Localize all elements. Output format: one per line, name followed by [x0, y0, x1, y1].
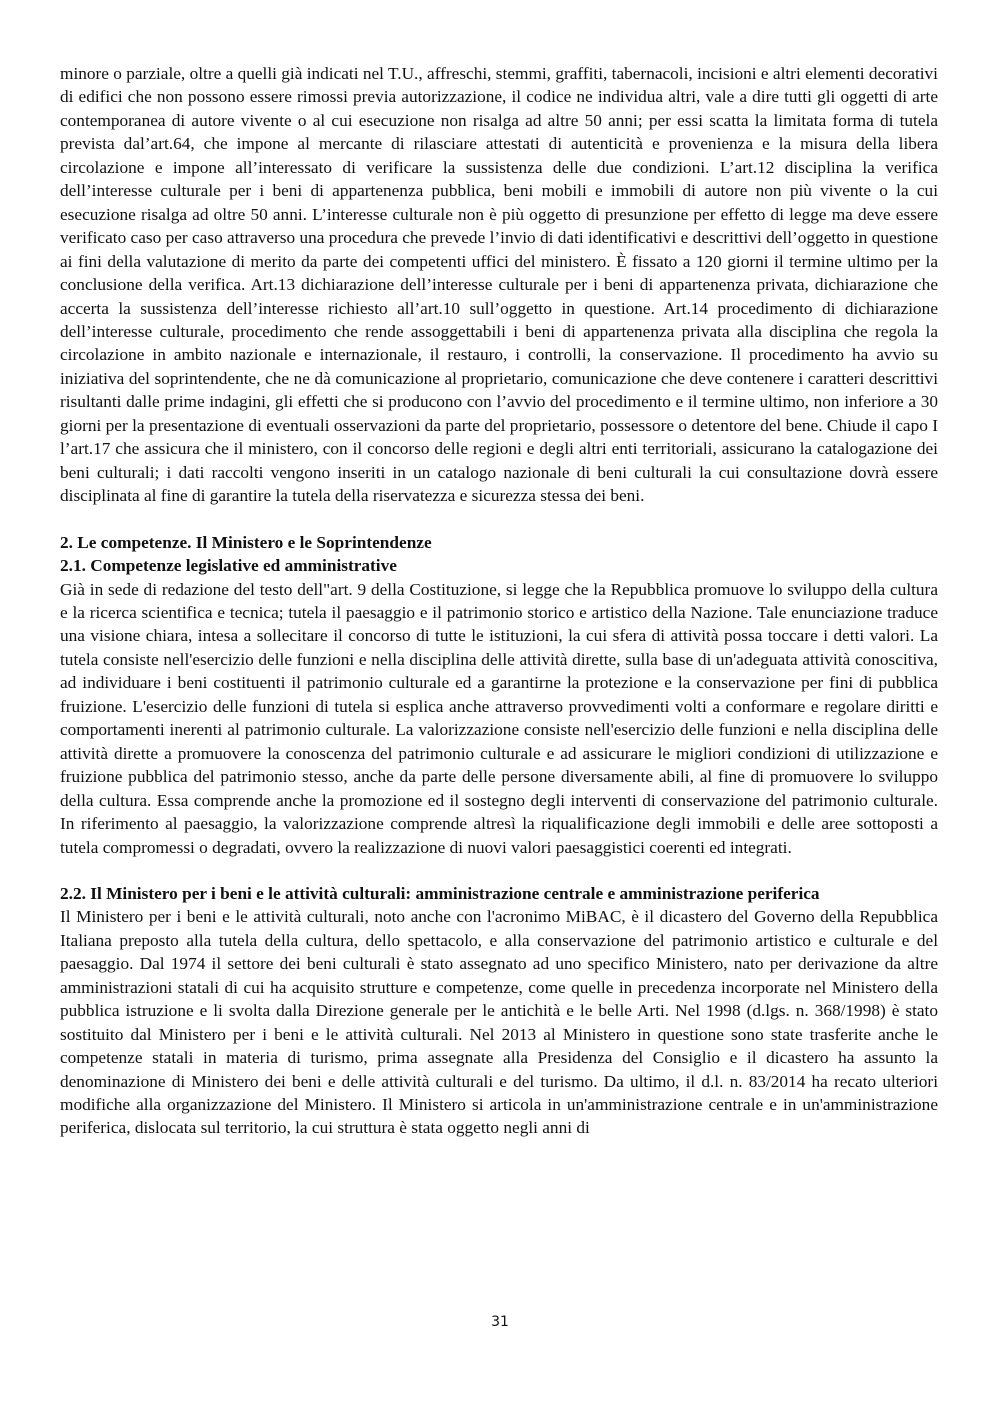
- paragraph-codice-beni-culturali: minore o parziale, oltre a quelli già indicati nel T.U., affreschi, stemmi, graffiti, tabernacoli, incisioni e altri elementi decorativi di edifici che non possono essere rimossi previa autorizzazione, il codice ne individua altri, vale a dire tutti gli oggetti di arte contemporanea di autore vivente o al cui esecuzione non risalga ad altre 50 anni; per essi scatta la limitata forma di tutela prevista dal’art.64, che impone al mercante di rilasciare attestati di autenticità e provenienza e la misura della libera circolazione e impone all’interessato di verificare la sussistenza delle due condizioni. L’art.12 disciplina la verifica dell’interesse culturale per i beni di appartenenza pubblica, beni mobili e immobili di autore non più vivente o la cui esecuzione risalga ad oltre 50 anni. L’interesse culturale non è più oggetto di presunzione per effetto di legge ma deve essere verificato caso per caso attraverso una procedura che prevede l’invio di dati identificativi e descrittivi dell’oggetto in questione ai fini della valutazione di merito da parte dei competenti uffici del ministero. È fissato a 120 giorni il termine ultimo per la conclusione della verifica. Art.13 dichiarazione dell’interesse culturale per i beni di appartenenza privata, dichiarazione che accerta la sussistenza dell’interesse richiesto all’art.10 sull’oggetto in questione. Art.14 procedimento di dichiarazione dell’interesse culturale, procedimento che rende assoggettabili i beni di appartenenza privata alla disciplina che regola la circolazione in ambito nazionale e internazionale, il restauro, i controlli, la conservazione. Il procedimento ha avvio su iniziativa del soprintendente, che ne dà comunicazione al proprietario, comunicazione che deve contenere i caratteri descrittivi risultanti dalle prime indagini, gli effetti che si producono con l’avvio del procedimento e il termine ultimo, non inferiore a 30 giorni per la presentazione di eventuali osservazioni da parte del proprietario, possessore o detentore del bene. Chiude il capo I l’art.17 che assicura che il ministero, con il concorso delle regioni e degli altri enti territoriali, assicurano la catalogazione dei beni culturali; i dati raccolti vengono inseriti in un catalogo nazionale di beni culturali la cui consultazione dovrà essere disciplinata al fine di garantire la tutela della riservatezza e sicurezza stessa dei beni.: [60, 64, 938, 506]
- paragraph-spacer: [60, 508, 938, 531]
- paragraph-competenze-legislative: Già in sede di redazione del testo dell"art. 9 della Costituzione, si legge che la Repubblica promuove lo sviluppo della cultura e la ricerca scientifica e tecnica; tutela il paesaggio e il patrimonio storico e artistico della Nazione. Tale enunciazione traduce una visione chiara, intesa a sollecitare il concorso di tutte le istituzioni, la cui sfera di attività possa toccare i detti valori. La tutela consiste nell'esercizio delle funzioni e nella disciplina delle attività dirette, sulla base di un'adeguata attività conoscitiva, ad individuare i beni costituenti il patrimonio culturale ed a garantirne la protezione e la conservazione per fini di pubblica fruizione. L'esercizio delle funzioni di tutela si esplica anche attraverso provvedimenti volti a conformare e regolare diritti e comportamenti inerenti al patrimonio culturale. La valorizzazione consiste nell'esercizio delle funzioni e nella disciplina delle attività dirette a promuovere la conoscenza del patrimonio culturale e ad assicurare le migliori condizioni di utilizzazione e fruizione pubblica del patrimonio stesso, anche da parte delle persone diversamente abili, al fine di promuovere lo sviluppo della cultura. Essa comprende anche la promozione ed il sostegno degli interventi di conservazione del patrimonio culturale. In riferimento al paesaggio, la valorizzazione comprende altresì la riqualificazione degli immobili e delle aree sottoposti a tutela compromessi o degradati, ovvero la realizzazione di nuovi valori paesaggistici coerenti ed integrati.: [60, 579, 938, 857]
- subsection-heading-2-1: 2.1. Competenze legislative ed amministrative: [60, 556, 397, 576]
- page-body: [60, 62, 938, 1140]
- page-number: 31: [491, 1314, 509, 1330]
- paragraph-spacer: [60, 859, 938, 882]
- subsection-heading-2-2: 2.2. Il Ministero per i beni e le attività culturali: amministrazione centrale e amministrazione periferica: [60, 883, 820, 903]
- paragraph-ministero: Il Ministero per i beni e le attività culturali, noto anche con l'acronimo MiBAC, è il dicastero del Governo della Repubblica Italiana preposto alla tutela della cultura, dello spettacolo, e alla conservazione del patrimonio artistico e culturale e del paesaggio. Dal 1974 il settore dei beni culturali è stato assegnato ad uno specifico Ministero, nato per derivazione da altre amministrazioni statali di cui ha acquisito strutture e competenze, come quelle in precedenza incorporate nel Ministero della pubblica istruzione e li svolta dalla Direzione generale per le antichità e le belle Arti. Nel 1998 (d.lgs. n. 368/1998) è stato sostituito dal Ministero per i beni e le attività culturali. Nel 2013 al Ministero in questione sono state trasferite anche le competenze statali in materia di turismo, prima assegnate alla Presidenza del Consiglio e il dicastero ha assunto la denominazione di Ministero dei beni e delle attività culturali e del turismo. Da ultimo, il d.l. n. 83/2014 ha recato ulteriori modifiche alla organizzazione del Ministero. Il Ministero si articola in un'amministrazione centrale e in un'amministrazione periferica, dislocata sul territorio, la cui struttura è stata oggetto negli anni di: [60, 907, 938, 1138]
- section-heading-competenze: 2. Le competenze. Il Ministero e le Soprintendenze: [60, 532, 432, 552]
